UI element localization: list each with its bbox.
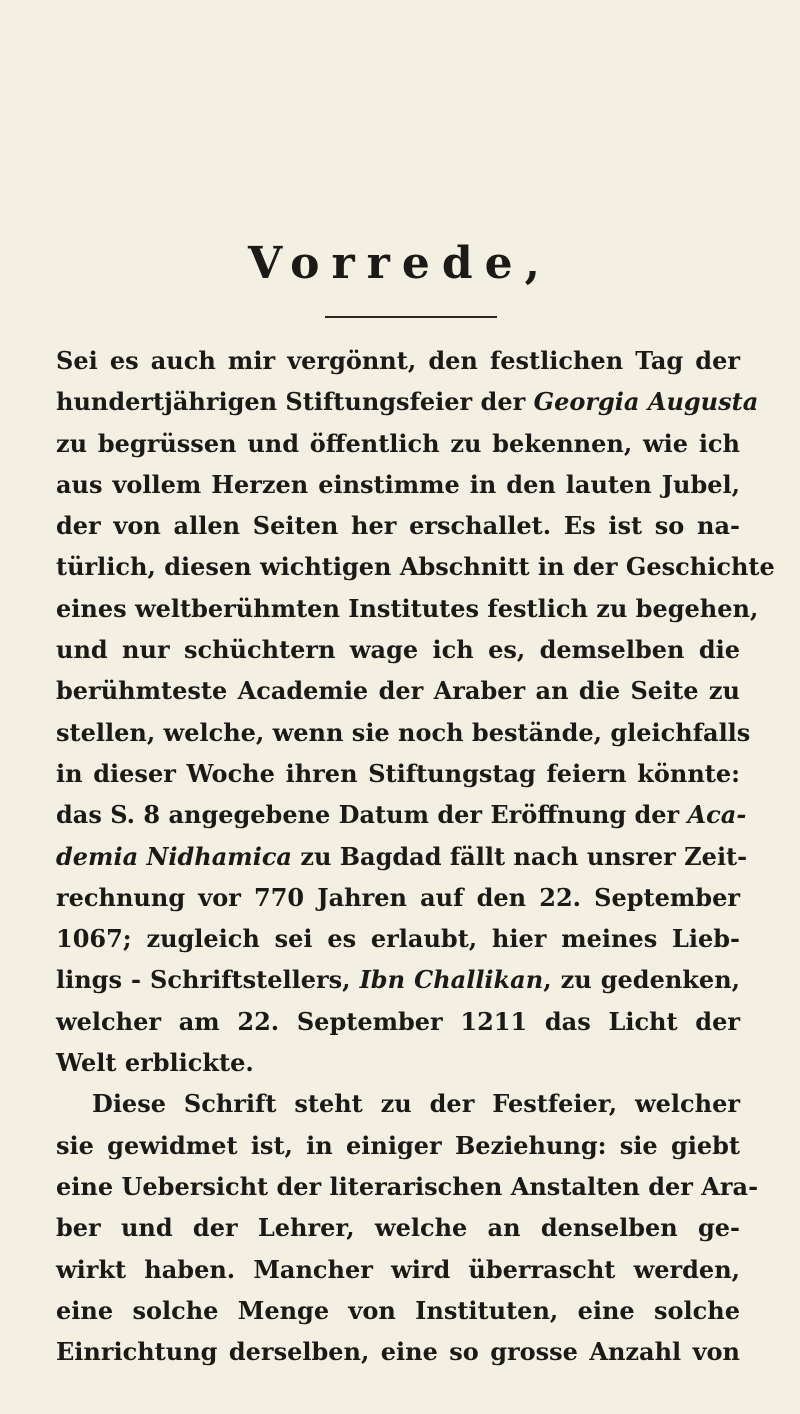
text-run: Einrichtung derselben, eine so grosse Anzahl von xyxy=(56,1337,740,1367)
body-text xyxy=(56,340,775,1372)
text-line xyxy=(56,1207,740,1248)
text-line xyxy=(56,1001,740,1042)
text-run: eine Uebersicht der literarischen Anstalten der Ara- xyxy=(56,1171,759,1201)
text-run: , zu gedenken, xyxy=(543,965,740,995)
text-line xyxy=(56,959,740,1000)
text-line xyxy=(56,794,747,835)
text-run: das S. 8 angegebene Datum der Eröffnung der xyxy=(56,800,688,830)
text-run: der von allen Seiten her erschallet. Es ist so na- xyxy=(56,511,740,541)
text-line xyxy=(56,670,740,711)
text-run: aus vollem Herzen einstimme in den lauten Jubel, xyxy=(56,469,740,499)
text-run: 1067; zugleich sei es erlaubt, hier meines Lieb- xyxy=(56,924,740,954)
text-run: hundertjährigen Stiftungsfeier der xyxy=(56,387,534,417)
text-run: Sei es auch mir vergönnt, den festlichen Tag der xyxy=(56,346,740,375)
italic-text: demia Nidhamica xyxy=(56,841,292,871)
text-line xyxy=(56,1249,740,1290)
text-line xyxy=(56,712,751,753)
text-line xyxy=(56,1290,740,1331)
text-line xyxy=(56,464,740,505)
text-line xyxy=(56,1042,740,1083)
page-heading: Vorrede, xyxy=(248,238,552,289)
text-line xyxy=(56,546,775,587)
text-run: zu Bagdad fällt nach unsrer Zeit- xyxy=(291,841,748,871)
text-run: eines weltberühmten Institutes festlich zu begehen, xyxy=(56,593,759,623)
text-run: welcher am 22. September 1211 das Licht der xyxy=(56,1006,740,1036)
text-run: zu begrüssen und öffentlich zu bekennen, wie ich xyxy=(56,428,740,458)
text-line xyxy=(56,340,740,381)
text-line xyxy=(56,1125,740,1166)
text-run: wirkt haben. Mancher wird überrascht werden, xyxy=(56,1254,740,1284)
text-line xyxy=(56,877,740,918)
text-run: berühmteste Academie der Araber an die Seite zu xyxy=(56,676,740,706)
text-run: eine solche Menge von Instituten, eine solche xyxy=(56,1295,740,1325)
text-line xyxy=(56,1166,759,1207)
italic-text: Georgia Augusta xyxy=(533,387,759,417)
text-run: sie gewidmet ist, in einiger Beziehung: sie giebt xyxy=(56,1130,740,1160)
text-run: Diese Schrift steht zu der Festfeier, welcher xyxy=(92,1089,740,1119)
italic-text: Ibn Challikan xyxy=(359,965,544,995)
text-line xyxy=(56,588,759,629)
text-run: und nur schüchtern wage ich es, demselben die xyxy=(56,635,740,665)
text-run: stellen, welche, wenn sie noch bestände, gleichfalls xyxy=(56,717,751,747)
text-line xyxy=(56,753,740,794)
text-run: türlich, diesen wichtigen Abschnitt in der Geschichte xyxy=(56,552,775,582)
text-line xyxy=(56,381,759,422)
text-line xyxy=(56,918,740,959)
text-run: rechnung vor 770 Jahren auf den 22. September xyxy=(56,882,740,912)
text-run: ber und der Lehrer, welche an denselben ge- xyxy=(56,1213,740,1243)
text-run: lings - Schriftstellers, xyxy=(56,965,360,995)
heading-rule xyxy=(325,316,497,318)
text-line xyxy=(56,423,740,464)
italic-text: Aca- xyxy=(687,800,747,830)
text-run: Welt erblickte. xyxy=(56,1048,254,1078)
text-run: in dieser Woche ihren Stiftungstag feiern könnte: xyxy=(56,758,740,788)
text-line xyxy=(56,505,740,546)
text-line xyxy=(56,836,748,877)
text-line xyxy=(56,1331,740,1372)
text-line xyxy=(56,1083,740,1124)
text-line xyxy=(56,629,740,670)
